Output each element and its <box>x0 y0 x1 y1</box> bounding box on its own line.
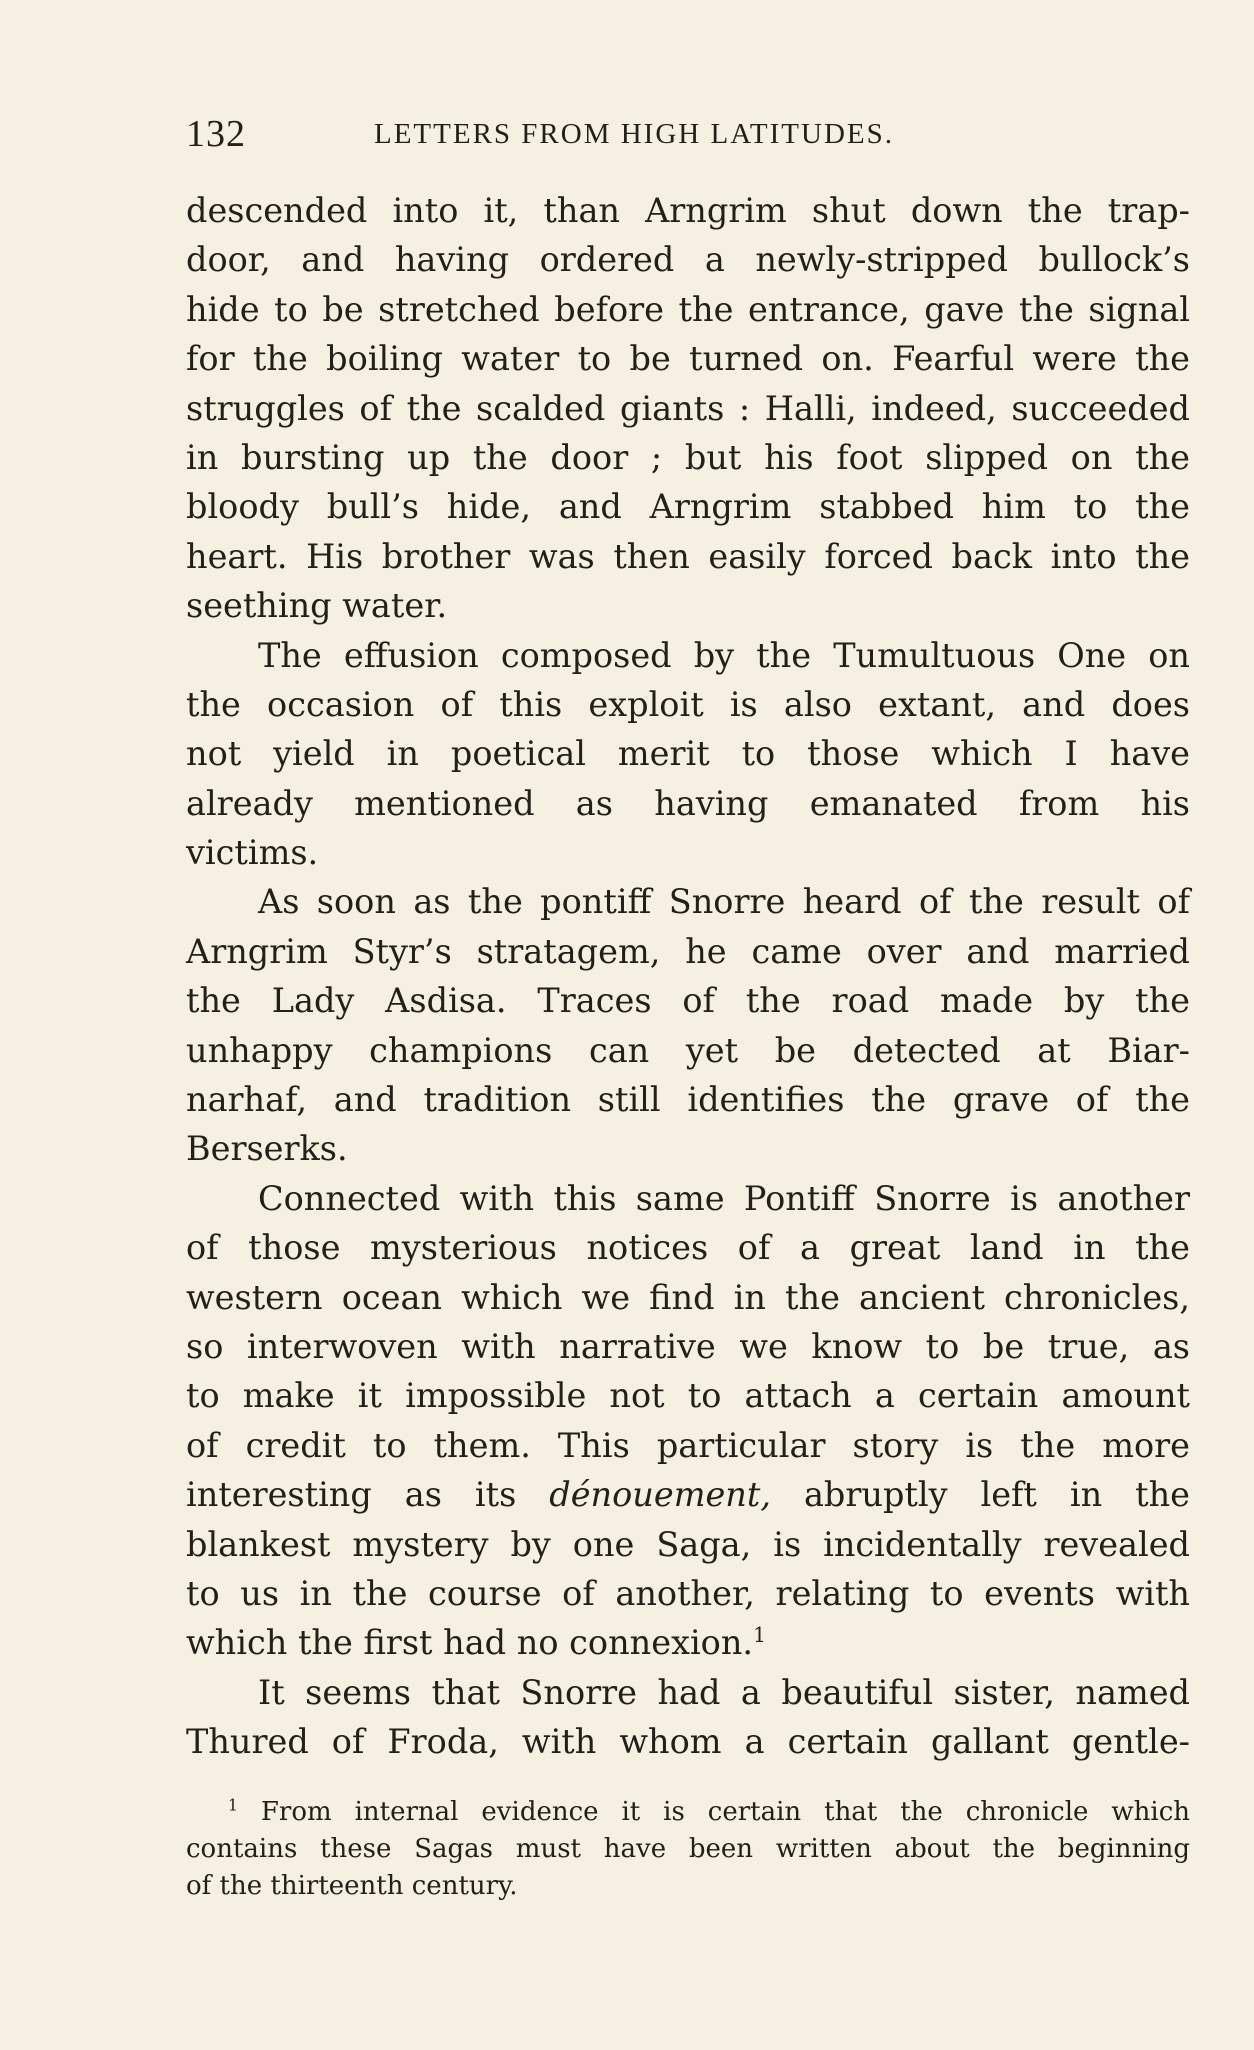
page-header <box>186 112 1196 162</box>
footnote-reference[interactable]: 1 <box>753 1623 766 1648</box>
text-fragment: which the first had no connexion. <box>186 1623 754 1663</box>
text-line: in bursting up the door ; but his foot slipped on the <box>186 437 1190 477</box>
text-line: struggles of the scalded giants : Halli, indeed, succeeded <box>186 388 1190 428</box>
text-line: heart. His brother was then easily forced back into the <box>186 536 1190 576</box>
text-line: Berserks. <box>186 1129 348 1169</box>
footnote-text: From internal evidence it is certain that the chronicle which <box>260 1797 1191 1827</box>
text-line: door, and having ordered a newly-stripped bullock’s <box>186 240 1190 280</box>
text-line: not yield in poetical merit to those which I have <box>186 734 1190 774</box>
text-line: western ocean which we find in the ancient chronicles, <box>186 1277 1190 1317</box>
text-line: Arngrim Styr’s stratagem, he came over and married <box>186 931 1190 971</box>
text-fragment: interesting as its <box>186 1475 550 1515</box>
paragraph-start-line: Connected with this same Pontiff Snorre is another <box>258 1178 1190 1218</box>
text-line: of credit to them. This particular story is the more <box>186 1425 1190 1465</box>
text-line: unhappy champions can yet be detected at Biar- <box>186 1030 1190 1070</box>
footnote-line: of the thirteenth century. <box>186 1871 518 1901</box>
text-line: bloody bull’s hide, and Arngrim stabbed him to the <box>186 487 1190 527</box>
italic-term: dénouement, <box>549 1475 771 1515</box>
text-line: Thured of Froda, with whom a certain gallant gentle- <box>186 1722 1190 1762</box>
text-line: hide to be stretched before the entrance, gave the signal <box>186 289 1190 329</box>
footnote-line <box>186 1794 1190 1831</box>
text-line: the occasion of this exploit is also extant, and does <box>186 684 1190 724</box>
running-head: LETTERS FROM HIGH LATITUDES. <box>374 118 894 150</box>
footnote-mark: 1 <box>228 1796 238 1815</box>
body-text <box>186 186 1190 1767</box>
text-line <box>186 1618 1190 1667</box>
text-line: descended into it, than Arngrim shut down the trap- <box>186 191 1190 230</box>
text-line: to make it impossible not to attach a certain amount <box>186 1376 1190 1416</box>
text-line: already mentioned as having emanated from his <box>186 783 1190 823</box>
text-line: so interwoven with narrative we know to be true, as <box>186 1326 1190 1366</box>
text-line: for the boiling water to be turned on. Fearful were the <box>186 339 1190 379</box>
text-line: victims. <box>186 833 319 873</box>
page-number: 132 <box>186 113 246 155</box>
text-fragment: abruptly left in the <box>770 1475 1190 1515</box>
paragraph-start-line: The effusion composed by the Tumultuous One on <box>258 635 1190 675</box>
text-line <box>186 1470 1190 1519</box>
text-line: blankest mystery by one Saga, is incidentally revealed <box>186 1524 1190 1564</box>
text-line: seething water. <box>186 586 448 626</box>
paragraph-start-line: As soon as the pontiff Snorre heard of the result of <box>258 882 1190 922</box>
text-line: narhaf, and tradition still identifies the grave of the <box>186 1080 1190 1120</box>
footnote <box>186 1794 1190 1905</box>
footnote-line: contains these Sagas must have been written about the beginning <box>186 1834 1190 1864</box>
text-line: of those mysterious notices of a great land in the <box>186 1228 1190 1268</box>
text-line: the Lady Asdisa. Traces of the road made by the <box>186 981 1190 1021</box>
paragraph-start-line: It seems that Snorre had a beautiful sister, named <box>258 1672 1190 1712</box>
text-line: to us in the course of another, relating to events with <box>186 1573 1190 1613</box>
